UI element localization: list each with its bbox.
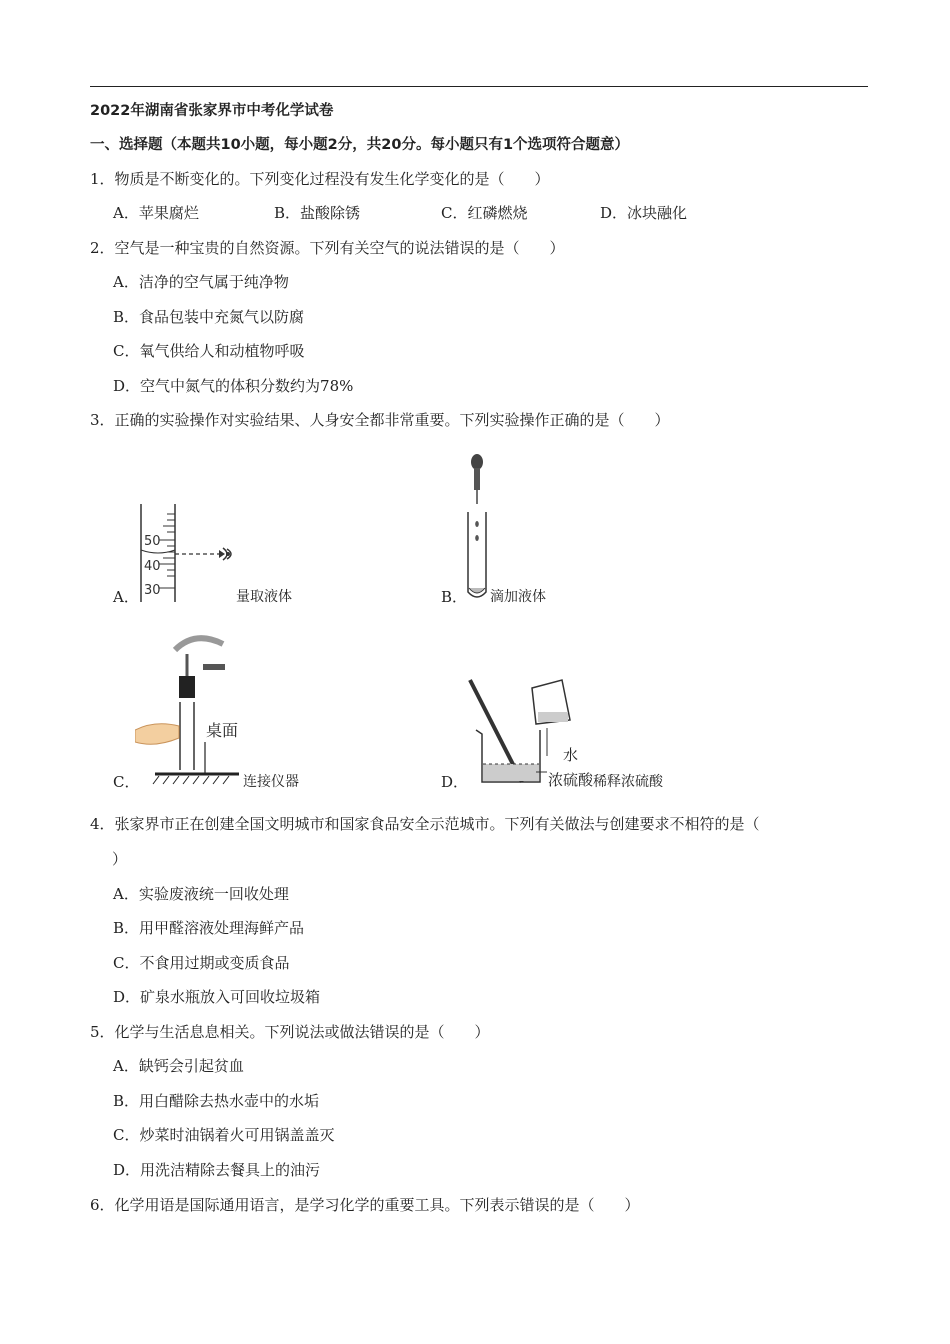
question-2-option-a: A．洁净的空气属于纯净物 xyxy=(113,273,289,291)
question-5-stem: 5．化学与生活息息相关。下列说法或做法错误的是（ ） xyxy=(90,1023,490,1041)
water-label: 水 xyxy=(563,746,579,764)
question-2-stem: 2．空气是一种宝贵的自然资源。下列有关空气的说法错误的是（ ） xyxy=(90,239,565,257)
question-5-option-a: A．缺钙会引起贫血 xyxy=(113,1057,244,1075)
question-6-stem: 6．化学用语是国际通用语言，是学习化学的重要工具。下列表示错误的是（ ） xyxy=(90,1196,640,1214)
question-1-option-a: A．苹果腐烂 xyxy=(113,204,199,222)
question-3-option-c-caption: 连接仪器 xyxy=(243,774,299,790)
question-1-option-c: C．红磷燃烧 xyxy=(441,204,528,222)
question-3-option-b-letter: B． xyxy=(441,588,468,606)
question-4-stem: 4．张家界市正在创建全国文明城市和国家食品安全示范城市。下列有关做法与创建要求不相符的是（ xyxy=(90,815,760,833)
question-2-option-c: C．氧气供给人和动植物呼吸 xyxy=(113,342,305,360)
question-2-option-d: D．空气中氮气的体积分数约为78% xyxy=(113,377,354,395)
question-4-option-a: A．实验废液统一回收处理 xyxy=(113,885,289,903)
connect-apparatus-figure xyxy=(135,630,245,790)
question-3-option-a-caption: 量取液体 xyxy=(236,589,292,605)
question-1-stem: 1．物质是不断变化的。下列变化过程没有发生化学变化的是（ ） xyxy=(90,170,550,188)
tick-label-50: 50 xyxy=(144,534,161,549)
question-1-option-d: D．冰块融化 xyxy=(600,204,688,222)
question-4-option-b: B．用甲醛溶液处理海鲜产品 xyxy=(113,919,305,937)
question-3-option-d-letter: D． xyxy=(441,773,469,791)
question-5-option-d: D．用洗洁精除去餐具上的油污 xyxy=(113,1161,321,1179)
question-3-option-a-letter: A． xyxy=(113,588,139,606)
question-3-stem: 3．正确的实验操作对实验结果、人身安全都非常重要。下列实验操作正确的是（ ） xyxy=(90,411,670,429)
header-rule xyxy=(90,86,868,87)
tick-label-30: 30 xyxy=(144,583,161,598)
question-5-option-b: B．用白醋除去热水壶中的水垢 xyxy=(113,1092,320,1110)
question-3-option-b-caption: 滴加液体 xyxy=(490,589,546,605)
question-2-option-b: B．食品包装中充氮气以防腐 xyxy=(113,308,305,326)
question-5-option-c: C．炒菜时油锅着火可用锅盖盖灭 xyxy=(113,1126,335,1144)
tick-label-40: 40 xyxy=(144,559,161,574)
question-3-option-d-caption: 稀释浓硫酸 xyxy=(593,774,663,790)
graduated-cylinder-figure xyxy=(135,498,240,606)
question-4-stem-continued: ） xyxy=(112,850,128,868)
question-3-option-c-letter: C． xyxy=(113,773,140,791)
exam-title: 2022年湖南省张家界市中考化学试卷 xyxy=(90,103,334,119)
question-4-option-c: C．不食用过期或变质食品 xyxy=(113,954,290,972)
dropper-test-tube-figure xyxy=(462,452,492,604)
section-heading: 一、选择题（本题共10小题，每小题2分，共20分。每小题只有1个选项符合题意） xyxy=(90,137,630,153)
concentrated-acid-label: 浓硫酸 xyxy=(548,771,594,789)
question-1-option-b: B．盐酸除锈 xyxy=(274,204,361,222)
question-4-option-d: D．矿泉水瓶放入可回收垃圾箱 xyxy=(113,988,321,1006)
desk-surface-label: 桌面 xyxy=(206,721,239,740)
